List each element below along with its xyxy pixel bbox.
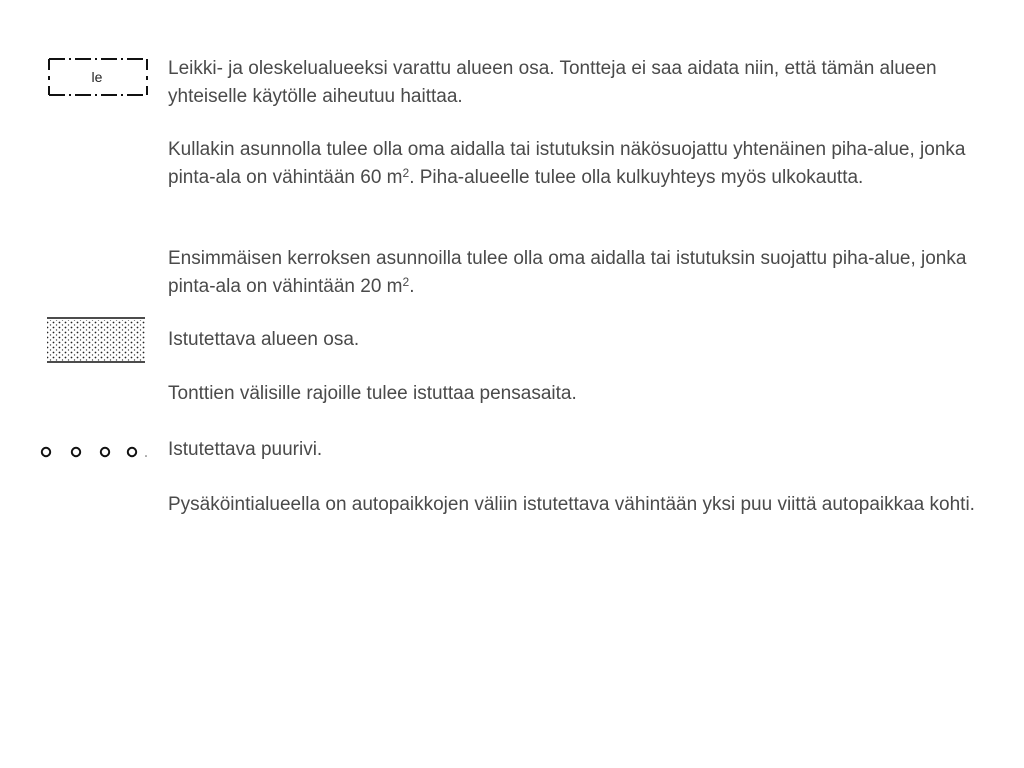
legend-text-planting-area: Istutettava alueen osa. <box>168 329 360 350</box>
le-symbol-label: le <box>91 69 103 85</box>
legend-text-private-yard: Kullakin asunnolla tulee olla oma aidalla tai istutuksin näkösuojattu yhtenäinen piha-alue, jonka pinta-ala on vähintään 60 $m^2$. Piha-alueelle tulee olla kulkuyhteys myös ulkokautta. <box>168 139 966 188</box>
tree-row-icon <box>38 444 150 460</box>
le-boundary-icon <box>46 56 150 98</box>
legend-text-parking-trees: Pysäköintialueella on autopaikkojen väliin istutettava vähintään yksi puu viittä autopaikkaa kohti. <box>168 494 975 515</box>
legend-text-tree-row: Istutettava puurivi. <box>168 439 323 460</box>
dotted-hatch-icon <box>46 316 146 364</box>
legend-text-ground-floor-yard: Ensimmäisen kerroksen asunnoilla tulee olla oma aidalla tai istutuksin suojattu piha-alue, jonka pinta-ala on vähintään 20 $m^2$. <box>168 248 967 297</box>
legend-text-hedge: Tonttien välisille rajoille tulee istuttaa pensasaita. <box>168 383 577 404</box>
legend-text-play-area: Leikki- ja oleskelualueeksi varattu alueen osa. Tontteja ei saa aidata niin, että tämän alueen yhteiselle käytölle aiheutuu haittaa. <box>168 58 937 107</box>
